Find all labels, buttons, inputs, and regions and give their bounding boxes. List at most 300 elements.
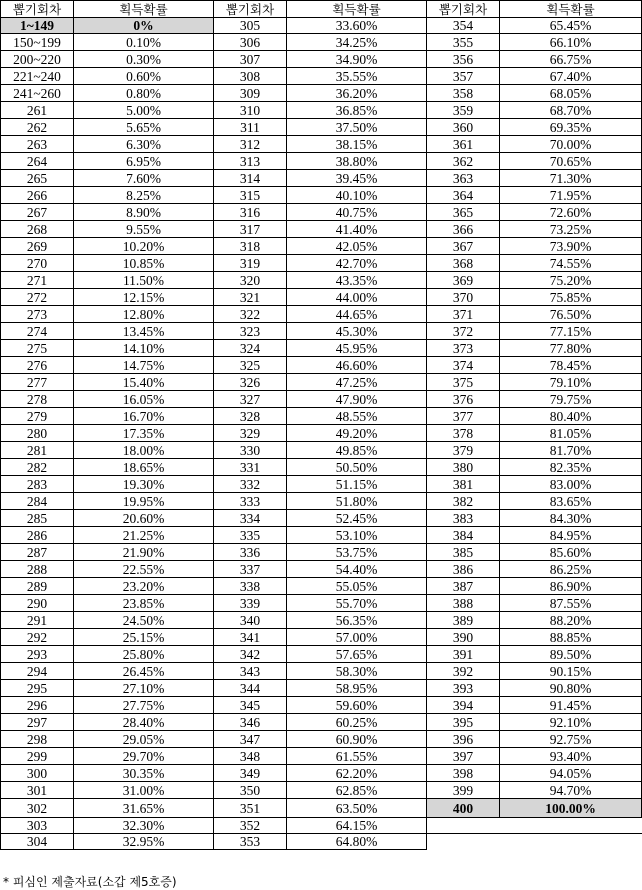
probability-cell: 18.00% bbox=[74, 442, 214, 459]
round-cell: 321 bbox=[214, 289, 287, 306]
round-cell: 287 bbox=[1, 544, 74, 561]
probability-cell: 10.20% bbox=[74, 238, 214, 255]
round-cell: 304 bbox=[1, 834, 74, 850]
round-cell: 344 bbox=[214, 680, 287, 697]
probability-cell: 23.85% bbox=[74, 595, 214, 612]
probability-cell: 12.80% bbox=[74, 306, 214, 323]
table-row bbox=[1, 255, 642, 272]
probability-cell: 81.05% bbox=[500, 425, 642, 442]
round-cell: 280 bbox=[1, 425, 74, 442]
round-cell: 307 bbox=[214, 51, 287, 68]
probability-cell: 72.60% bbox=[500, 204, 642, 221]
probability-cell: 68.70% bbox=[500, 102, 642, 119]
round-cell: 318 bbox=[214, 238, 287, 255]
probability-cell: 19.30% bbox=[74, 476, 214, 493]
round-cell: 330 bbox=[214, 442, 287, 459]
probability-cell: 43.35% bbox=[287, 272, 427, 289]
probability-cell: 21.25% bbox=[74, 527, 214, 544]
probability-cell: 41.40% bbox=[287, 221, 427, 238]
round-cell: 332 bbox=[214, 476, 287, 493]
round-cell: 388 bbox=[427, 595, 500, 612]
probability-cell: 51.15% bbox=[287, 476, 427, 493]
table-row bbox=[1, 544, 642, 561]
round-cell: 291 bbox=[1, 612, 74, 629]
round-cell: 386 bbox=[427, 561, 500, 578]
table-row bbox=[1, 187, 642, 204]
round-cell: 221~240 bbox=[1, 68, 74, 85]
probability-cell: 63.50% bbox=[287, 799, 427, 818]
round-cell: 359 bbox=[427, 102, 500, 119]
round-cell: 360 bbox=[427, 119, 500, 136]
probability-cell: 64.80% bbox=[287, 834, 427, 850]
probability-cell: 47.25% bbox=[287, 374, 427, 391]
probability-cell: 87.55% bbox=[500, 595, 642, 612]
probability-cell: 13.45% bbox=[74, 323, 214, 340]
table-row bbox=[1, 493, 642, 510]
table-row bbox=[1, 374, 642, 391]
round-cell: 279 bbox=[1, 408, 74, 425]
round-cell: 334 bbox=[214, 510, 287, 527]
probability-cell: 94.70% bbox=[500, 782, 642, 799]
round-cell: 270 bbox=[1, 255, 74, 272]
round-cell: 274 bbox=[1, 323, 74, 340]
table-row bbox=[1, 357, 642, 374]
round-cell: 326 bbox=[214, 374, 287, 391]
round-cell: 298 bbox=[1, 731, 74, 748]
round-cell: 369 bbox=[427, 272, 500, 289]
probability-cell: 88.85% bbox=[500, 629, 642, 646]
probability-cell: 66.75% bbox=[500, 51, 642, 68]
probability-cell: 53.75% bbox=[287, 544, 427, 561]
probability-cell: 5.00% bbox=[74, 102, 214, 119]
round-cell: 324 bbox=[214, 340, 287, 357]
probability-cell: 92.75% bbox=[500, 731, 642, 748]
round-cell: 323 bbox=[214, 323, 287, 340]
round-cell: 375 bbox=[427, 374, 500, 391]
round-cell: 366 bbox=[427, 221, 500, 238]
round-cell: 306 bbox=[214, 34, 287, 51]
round-cell: 364 bbox=[427, 187, 500, 204]
round-cell: 345 bbox=[214, 697, 287, 714]
round-cell: 373 bbox=[427, 340, 500, 357]
round-cell: 241~260 bbox=[1, 85, 74, 102]
round-header: 뽑기회차 bbox=[427, 1, 500, 18]
table-row bbox=[1, 102, 642, 119]
round-cell: 308 bbox=[214, 68, 287, 85]
probability-cell: 8.25% bbox=[74, 187, 214, 204]
probability-cell: 82.35% bbox=[500, 459, 642, 476]
round-cell: 266 bbox=[1, 187, 74, 204]
round-cell: 313 bbox=[214, 153, 287, 170]
probability-cell: 71.95% bbox=[500, 187, 642, 204]
round-cell: 327 bbox=[214, 391, 287, 408]
round-cell: 271 bbox=[1, 272, 74, 289]
round-cell: 346 bbox=[214, 714, 287, 731]
round-cell: 387 bbox=[427, 578, 500, 595]
probability-cell: 48.55% bbox=[287, 408, 427, 425]
probability-cell: 42.70% bbox=[287, 255, 427, 272]
round-cell: 295 bbox=[1, 680, 74, 697]
probability-cell: 88.20% bbox=[500, 612, 642, 629]
round-cell: 352 bbox=[214, 818, 287, 834]
probability-cell: 53.10% bbox=[287, 527, 427, 544]
round-cell: 281 bbox=[1, 442, 74, 459]
round-cell: 398 bbox=[427, 765, 500, 782]
round-cell: 311 bbox=[214, 119, 287, 136]
probability-cell: 32.30% bbox=[74, 818, 214, 834]
table-row bbox=[1, 612, 642, 629]
probability-cell: 54.40% bbox=[287, 561, 427, 578]
probability-cell: 59.60% bbox=[287, 697, 427, 714]
round-cell: 150~199 bbox=[1, 34, 74, 51]
probability-cell: 33.60% bbox=[287, 18, 427, 34]
round-cell: 301 bbox=[1, 782, 74, 799]
probability-cell: 55.05% bbox=[287, 578, 427, 595]
round-cell: 374 bbox=[427, 357, 500, 374]
round-cell: 284 bbox=[1, 493, 74, 510]
probability-cell: 57.00% bbox=[287, 629, 427, 646]
probability-cell: 16.70% bbox=[74, 408, 214, 425]
round-cell: 356 bbox=[427, 51, 500, 68]
probability-cell: 7.60% bbox=[74, 170, 214, 187]
probability-cell: 90.80% bbox=[500, 680, 642, 697]
probability-cell: 86.90% bbox=[500, 578, 642, 595]
probability-cell: 22.55% bbox=[74, 561, 214, 578]
round-cell: 390 bbox=[427, 629, 500, 646]
probability-cell: 0.60% bbox=[74, 68, 214, 85]
probability-cell: 14.75% bbox=[74, 357, 214, 374]
round-cell: 200~220 bbox=[1, 51, 74, 68]
round-cell: 342 bbox=[214, 646, 287, 663]
probability-cell: 71.30% bbox=[500, 170, 642, 187]
probability-cell: 21.90% bbox=[74, 544, 214, 561]
header-row bbox=[1, 1, 642, 18]
probability-cell: 67.40% bbox=[500, 68, 642, 85]
table-row bbox=[1, 340, 642, 357]
round-cell: 314 bbox=[214, 170, 287, 187]
probability-cell: 34.25% bbox=[287, 34, 427, 51]
round-cell: 381 bbox=[427, 476, 500, 493]
table-row bbox=[1, 680, 642, 697]
probability-cell: 12.15% bbox=[74, 289, 214, 306]
table-row bbox=[1, 714, 642, 731]
table-row bbox=[1, 51, 642, 68]
probability-cell: 5.65% bbox=[74, 119, 214, 136]
probability-cell: 84.95% bbox=[500, 527, 642, 544]
table-row bbox=[1, 834, 642, 850]
round-cell: 272 bbox=[1, 289, 74, 306]
probability-cell: 26.45% bbox=[74, 663, 214, 680]
probability-cell: 100.00% bbox=[500, 799, 642, 818]
round-cell: 392 bbox=[427, 663, 500, 680]
round-cell: 361 bbox=[427, 136, 500, 153]
probability-cell: 36.20% bbox=[287, 85, 427, 102]
round-cell: 285 bbox=[1, 510, 74, 527]
round-cell: 340 bbox=[214, 612, 287, 629]
probability-cell: 27.75% bbox=[74, 697, 214, 714]
round-cell: 399 bbox=[427, 782, 500, 799]
round-cell: 372 bbox=[427, 323, 500, 340]
probability-cell: 35.55% bbox=[287, 68, 427, 85]
round-cell: 363 bbox=[427, 170, 500, 187]
round-cell: 337 bbox=[214, 561, 287, 578]
round-cell: 264 bbox=[1, 153, 74, 170]
probability-cell: 25.15% bbox=[74, 629, 214, 646]
round-cell: 263 bbox=[1, 136, 74, 153]
round-cell: 354 bbox=[427, 18, 500, 34]
table-row bbox=[1, 697, 642, 714]
probability-cell: 70.00% bbox=[500, 136, 642, 153]
probability-cell: 62.85% bbox=[287, 782, 427, 799]
table-row bbox=[1, 221, 642, 238]
round-cell: 293 bbox=[1, 646, 74, 663]
round-cell: 339 bbox=[214, 595, 287, 612]
probability-cell: 74.55% bbox=[500, 255, 642, 272]
probability-cell: 14.10% bbox=[74, 340, 214, 357]
probability-cell: 28.40% bbox=[74, 714, 214, 731]
probability-cell: 68.05% bbox=[500, 85, 642, 102]
round-cell: 288 bbox=[1, 561, 74, 578]
round-cell: 319 bbox=[214, 255, 287, 272]
probability-cell: 38.15% bbox=[287, 136, 427, 153]
round-cell: 377 bbox=[427, 408, 500, 425]
round-cell: 350 bbox=[214, 782, 287, 799]
table-row bbox=[1, 306, 642, 323]
probability-cell: 75.20% bbox=[500, 272, 642, 289]
probability-cell: 49.20% bbox=[287, 425, 427, 442]
round-cell: 347 bbox=[214, 731, 287, 748]
round-cell: 275 bbox=[1, 340, 74, 357]
table-row bbox=[1, 153, 642, 170]
probability-cell: 44.65% bbox=[287, 306, 427, 323]
table-row bbox=[1, 561, 642, 578]
round-cell: 303 bbox=[1, 818, 74, 834]
table-row bbox=[1, 663, 642, 680]
round-cell: 329 bbox=[214, 425, 287, 442]
probability-cell: 18.65% bbox=[74, 459, 214, 476]
probability-cell: 77.80% bbox=[500, 340, 642, 357]
round-header: 뽑기회차 bbox=[1, 1, 74, 18]
round-cell: 305 bbox=[214, 18, 287, 34]
probability-cell: 46.60% bbox=[287, 357, 427, 374]
round-cell: 261 bbox=[1, 102, 74, 119]
round-cell: 371 bbox=[427, 306, 500, 323]
probability-cell: 90.15% bbox=[500, 663, 642, 680]
table-row bbox=[1, 289, 642, 306]
round-cell: 357 bbox=[427, 68, 500, 85]
probability-cell: 40.75% bbox=[287, 204, 427, 221]
probability-cell: 75.85% bbox=[500, 289, 642, 306]
probability-cell: 11.50% bbox=[74, 272, 214, 289]
round-cell: 273 bbox=[1, 306, 74, 323]
round-cell: 394 bbox=[427, 697, 500, 714]
probability-cell: 55.70% bbox=[287, 595, 427, 612]
table-row bbox=[1, 459, 642, 476]
probability-cell: 10.85% bbox=[74, 255, 214, 272]
round-cell: 348 bbox=[214, 748, 287, 765]
round-cell: 325 bbox=[214, 357, 287, 374]
round-cell: 302 bbox=[1, 799, 74, 818]
round-cell: 396 bbox=[427, 731, 500, 748]
round-header: 뽑기회차 bbox=[214, 1, 287, 18]
probability-cell: 85.60% bbox=[500, 544, 642, 561]
probability-cell: 51.80% bbox=[287, 493, 427, 510]
round-cell: 384 bbox=[427, 527, 500, 544]
table-row bbox=[1, 765, 642, 782]
table-row bbox=[1, 34, 642, 51]
empty-cell bbox=[427, 818, 642, 834]
round-cell: 267 bbox=[1, 204, 74, 221]
probability-cell: 17.35% bbox=[74, 425, 214, 442]
round-cell: 380 bbox=[427, 459, 500, 476]
round-cell: 292 bbox=[1, 629, 74, 646]
round-cell: 358 bbox=[427, 85, 500, 102]
probability-cell: 57.65% bbox=[287, 646, 427, 663]
table-row bbox=[1, 731, 642, 748]
probability-cell: 15.40% bbox=[74, 374, 214, 391]
round-cell: 283 bbox=[1, 476, 74, 493]
probability-cell: 84.30% bbox=[500, 510, 642, 527]
probability-cell: 25.80% bbox=[74, 646, 214, 663]
round-cell: 262 bbox=[1, 119, 74, 136]
probability-cell: 83.65% bbox=[500, 493, 642, 510]
probability-cell: 66.10% bbox=[500, 34, 642, 51]
round-cell: 393 bbox=[427, 680, 500, 697]
round-cell: 300 bbox=[1, 765, 74, 782]
probability-header: 획득확률 bbox=[287, 1, 427, 18]
probability-cell: 23.20% bbox=[74, 578, 214, 595]
round-cell: 315 bbox=[214, 187, 287, 204]
probability-cell: 39.45% bbox=[287, 170, 427, 187]
round-cell: 365 bbox=[427, 204, 500, 221]
round-cell: 341 bbox=[214, 629, 287, 646]
probability-cell: 60.25% bbox=[287, 714, 427, 731]
probability-cell: 32.95% bbox=[74, 834, 214, 850]
probability-cell: 44.00% bbox=[287, 289, 427, 306]
probability-cell: 6.95% bbox=[74, 153, 214, 170]
round-cell: 278 bbox=[1, 391, 74, 408]
probability-cell: 29.05% bbox=[74, 731, 214, 748]
probability-cell: 19.95% bbox=[74, 493, 214, 510]
empty-cell bbox=[427, 834, 642, 850]
round-cell: 367 bbox=[427, 238, 500, 255]
round-cell: 331 bbox=[214, 459, 287, 476]
probability-cell: 37.50% bbox=[287, 119, 427, 136]
round-cell: 349 bbox=[214, 765, 287, 782]
round-cell: 276 bbox=[1, 357, 74, 374]
probability-cell: 77.15% bbox=[500, 323, 642, 340]
probability-cell: 9.55% bbox=[74, 221, 214, 238]
table-row bbox=[1, 748, 642, 765]
round-cell: 333 bbox=[214, 493, 287, 510]
round-cell: 1~149 bbox=[1, 18, 74, 34]
round-cell: 383 bbox=[427, 510, 500, 527]
round-cell: 322 bbox=[214, 306, 287, 323]
table-row bbox=[1, 527, 642, 544]
round-cell: 379 bbox=[427, 442, 500, 459]
round-cell: 277 bbox=[1, 374, 74, 391]
probability-cell: 50.50% bbox=[287, 459, 427, 476]
table-row bbox=[1, 323, 642, 340]
round-cell: 286 bbox=[1, 527, 74, 544]
probability-cell: 94.05% bbox=[500, 765, 642, 782]
round-cell: 378 bbox=[427, 425, 500, 442]
probability-cell: 78.45% bbox=[500, 357, 642, 374]
table-row bbox=[1, 629, 642, 646]
round-cell: 328 bbox=[214, 408, 287, 425]
probability-cell: 36.85% bbox=[287, 102, 427, 119]
table-row bbox=[1, 799, 642, 818]
round-cell: 335 bbox=[214, 527, 287, 544]
probability-cell: 40.10% bbox=[287, 187, 427, 204]
probability-cell: 76.50% bbox=[500, 306, 642, 323]
table-row bbox=[1, 408, 642, 425]
round-cell: 320 bbox=[214, 272, 287, 289]
probability-cell: 16.05% bbox=[74, 391, 214, 408]
table-row bbox=[1, 272, 642, 289]
probability-cell: 92.10% bbox=[500, 714, 642, 731]
table-row bbox=[1, 595, 642, 612]
probability-cell: 20.60% bbox=[74, 510, 214, 527]
round-cell: 299 bbox=[1, 748, 74, 765]
probability-cell: 56.35% bbox=[287, 612, 427, 629]
probability-cell: 8.90% bbox=[74, 204, 214, 221]
round-cell: 297 bbox=[1, 714, 74, 731]
round-cell: 265 bbox=[1, 170, 74, 187]
probability-cell: 62.20% bbox=[287, 765, 427, 782]
probability-cell: 58.95% bbox=[287, 680, 427, 697]
table-row bbox=[1, 119, 642, 136]
probability-cell: 47.90% bbox=[287, 391, 427, 408]
round-cell: 397 bbox=[427, 748, 500, 765]
round-cell: 368 bbox=[427, 255, 500, 272]
probability-cell: 83.00% bbox=[500, 476, 642, 493]
round-cell: 400 bbox=[427, 799, 500, 818]
round-cell: 336 bbox=[214, 544, 287, 561]
round-cell: 355 bbox=[427, 34, 500, 51]
probability-cell: 34.90% bbox=[287, 51, 427, 68]
probability-cell: 69.35% bbox=[500, 119, 642, 136]
round-cell: 382 bbox=[427, 493, 500, 510]
table-row bbox=[1, 578, 642, 595]
probability-cell: 61.55% bbox=[287, 748, 427, 765]
probability-cell: 70.65% bbox=[500, 153, 642, 170]
table-row bbox=[1, 510, 642, 527]
round-cell: 268 bbox=[1, 221, 74, 238]
probability-cell: 49.85% bbox=[287, 442, 427, 459]
round-cell: 317 bbox=[214, 221, 287, 238]
probability-cell: 45.95% bbox=[287, 340, 427, 357]
probability-cell: 52.45% bbox=[287, 510, 427, 527]
round-cell: 351 bbox=[214, 799, 287, 818]
probability-cell: 31.65% bbox=[74, 799, 214, 818]
round-cell: 269 bbox=[1, 238, 74, 255]
probability-cell: 31.00% bbox=[74, 782, 214, 799]
probability-cell: 81.70% bbox=[500, 442, 642, 459]
probability-header: 획득확률 bbox=[74, 1, 214, 18]
probability-cell: 45.30% bbox=[287, 323, 427, 340]
probability-cell: 93.40% bbox=[500, 748, 642, 765]
round-cell: 376 bbox=[427, 391, 500, 408]
table-row bbox=[1, 818, 642, 834]
probability-cell: 73.90% bbox=[500, 238, 642, 255]
round-cell: 296 bbox=[1, 697, 74, 714]
round-cell: 343 bbox=[214, 663, 287, 680]
probability-header: 획득확률 bbox=[500, 1, 642, 18]
probability-cell: 30.35% bbox=[74, 765, 214, 782]
round-cell: 353 bbox=[214, 834, 287, 850]
probability-cell: 86.25% bbox=[500, 561, 642, 578]
